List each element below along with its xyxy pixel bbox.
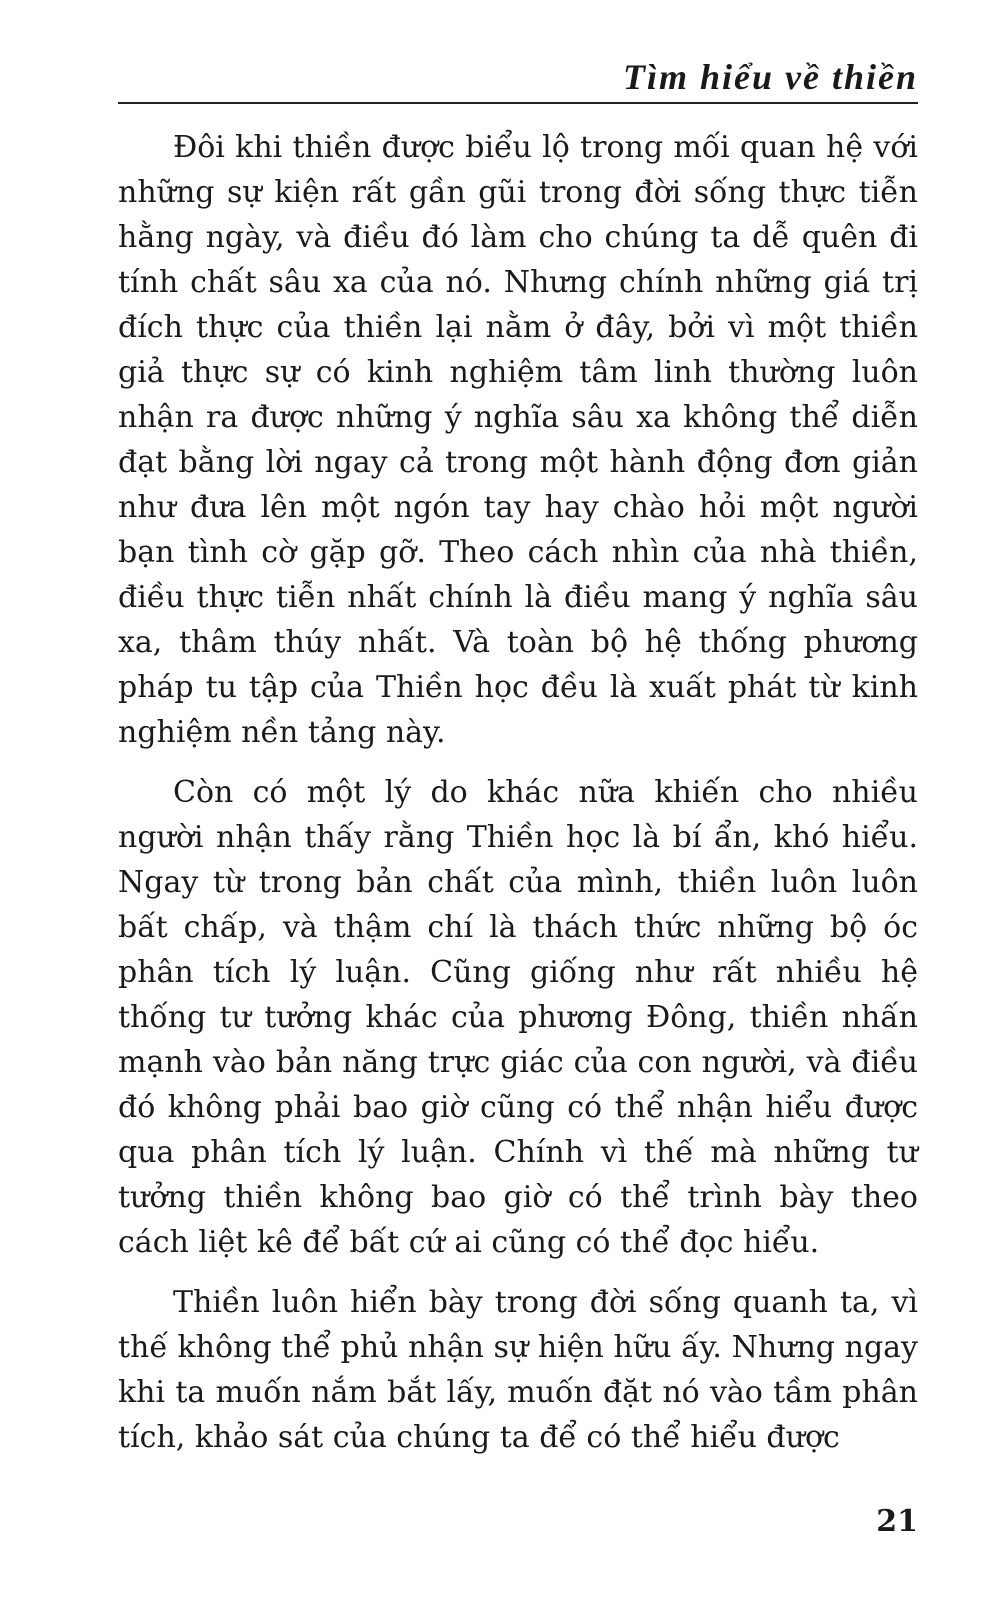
paragraph-3: Thiền luôn hiển bày trong đời sống quanh ta, vì thế không thể phủ nhận sự hiện hữu ấy. Nhưng ngay khi ta muốn nắm bắt lấy, muốn đặt nó vào tầm phân tích, khảo sát của chúng ta để có thể hiểu được [118,1285,918,1455]
page-number: 21 [876,1504,918,1539]
body-text [118,125,918,1475]
header-rule [118,102,918,104]
paragraph-1: Đôi khi thiền được biểu lộ trong mối quan hệ với những sự kiện rất gần gũi trong đời sống thực tiễn hằng ngày, và điều đó làm cho chúng ta dễ quên đi tính chất sâu xa của nó. Nhưng chính những giá trị đích thực của thiền lại nằm ở đây, bởi vì một thiền giả thực sự có kinh nghiệm tâm linh thường luôn nhận ra được những ý nghĩa sâu xa không thể diễn đạt bằng lời ngay cả trong một hành động đơn giản như đưa lên một ngón tay hay chào hỏi một người bạn tình cờ gặp gỡ. Theo cách nhìn của nhà thiền, điều thực tiễn nhất chính là điều mang ý nghĩa sâu xa, thâm thúy nhất. Và toàn bộ hệ thống phương pháp tu tập của Thiền học đều là xuất phát từ kinh nghiệm nền tảng này. [118,130,918,750]
paragraph-2: Còn có một lý do khác nữa khiến cho nhiều người nhận thấy rằng Thiền học là bí ẩn, khó hiểu. Ngay từ trong bản chất của mình, thiền luôn luôn bất chấp, và thậm chí là thách thức những bộ óc phân tích lý luận. Cũng giống như rất nhiều hệ thống tư tưởng khác của phương Đông, thiền nhấn mạnh vào bản năng trực giác của con người, và điều đó không phải bao giờ cũng có thể nhận hiểu được qua phân tích lý luận. Chính vì thế mà những tư tưởng thiền không bao giờ có thể trình bày theo cách liệt kê để bất cứ ai cũng có thể đọc hiểu. [118,775,918,1260]
running-head: Tìm hiểu về thiền [623,57,918,97]
